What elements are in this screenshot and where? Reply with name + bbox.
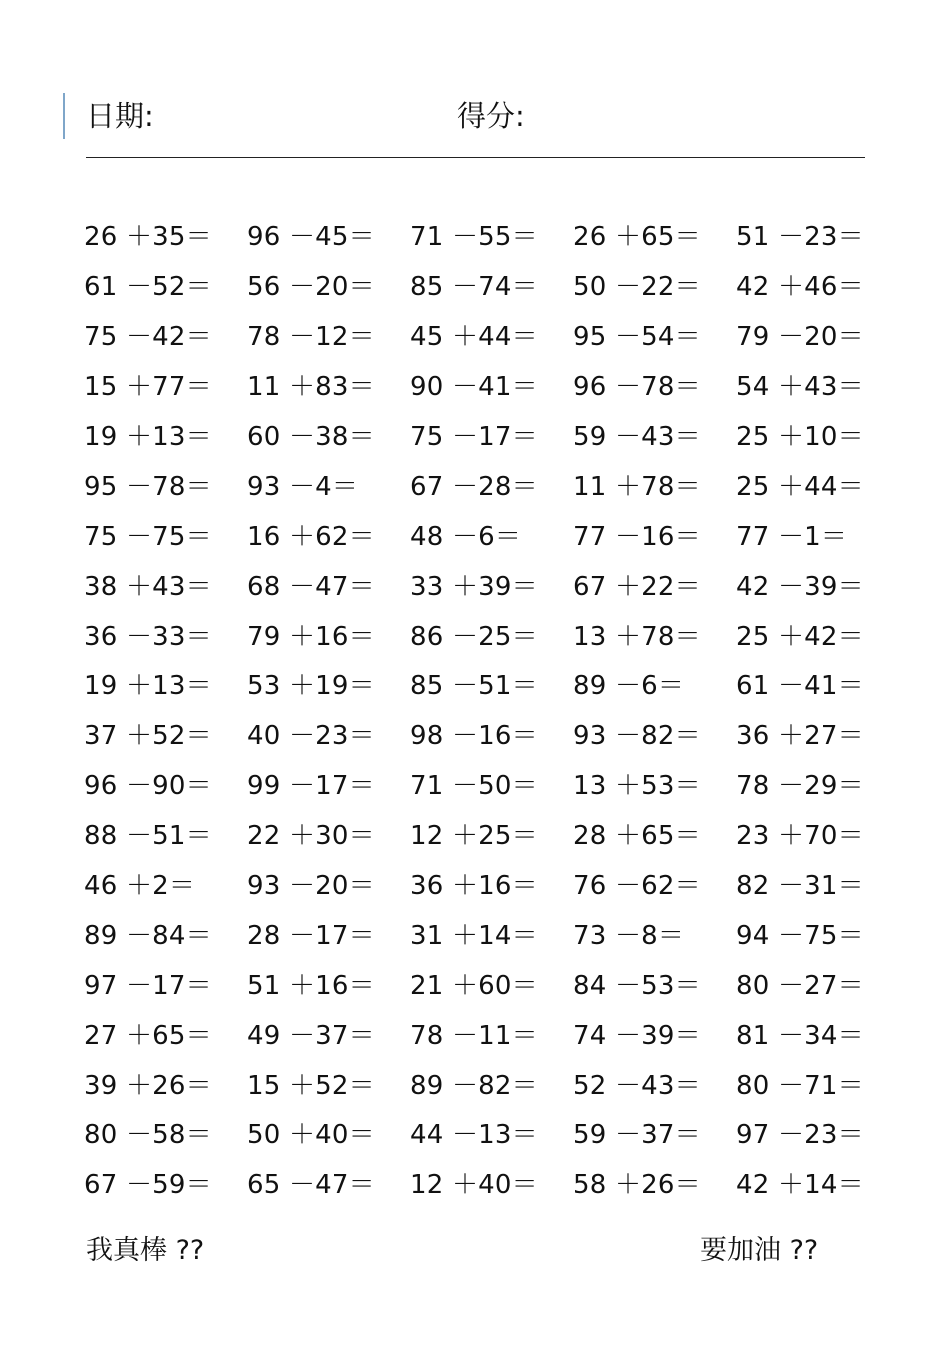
problem-item: 12 ＋25＝ [410,821,538,852]
problem-item: 12 ＋40＝ [410,1170,538,1201]
problem-item: 42 －39＝ [736,571,864,602]
problem-item: 25 ＋42＝ [736,621,864,652]
problem-grid [84,213,904,1211]
date-label: 日期: [86,99,154,133]
problem-item: 42 ＋14＝ [736,1170,864,1201]
footer-praise: 我真棒 ?? [86,1235,205,1266]
problem-item: 75 －17＝ [410,422,538,452]
problem-item: 85 －74＝ [410,272,538,303]
problem-item: 61 －41＝ [736,671,864,702]
problem-item: 44 －13＝ [410,1120,538,1151]
problem-item: 94 －75＝ [736,920,864,951]
problem-item: 96 －90＝ [84,771,212,802]
problem-item: 93 －4＝ [247,471,359,502]
problem-item: 89 －84＝ [84,920,212,951]
problem-row [84,1011,904,1061]
problem-item: 53 ＋19＝ [247,671,375,702]
problem-item: 77 －1＝ [736,521,848,552]
problem-item: 46 ＋2＝ [84,871,196,902]
problem-row [84,313,904,363]
problem-item: 88 －51＝ [84,821,212,852]
problem-item: 98 －16＝ [410,721,538,752]
problem-item: 22 ＋30＝ [247,821,375,852]
problem-item: 97 －17＝ [84,970,212,1001]
problem-item: 95 －54＝ [573,322,701,353]
problem-row [84,213,904,263]
problem-row [84,1111,904,1161]
problem-item: 97 －23＝ [736,1120,864,1151]
problem-item: 80 －71＝ [736,1070,864,1101]
problem-item: 99 －17＝ [247,771,375,802]
problem-item: 75 －42＝ [84,322,212,353]
problem-item: 26 ＋65＝ [573,222,701,253]
problem-item: 36 －33＝ [84,621,212,652]
problem-item: 19 ＋13＝ [84,671,212,702]
problem-item: 48 －6＝ [410,521,522,552]
problem-item: 71 －50＝ [410,771,538,802]
problem-item: 38 ＋43＝ [84,571,212,602]
problem-item: 95 －78＝ [84,471,212,502]
problem-item: 45 ＋44＝ [410,322,538,353]
problem-item: 77 －16＝ [573,521,701,552]
problem-item: 50 －22＝ [573,272,701,303]
problem-item: 25 ＋44＝ [736,471,864,502]
problem-item: 25 ＋10＝ [736,422,864,452]
problem-item: 67 ＋22＝ [573,571,701,602]
problem-item: 89 －6＝ [573,671,685,702]
problem-item: 36 ＋27＝ [736,721,864,752]
problem-item: 36 ＋16＝ [410,871,538,902]
problem-row [84,512,904,562]
problem-row [84,263,904,313]
problem-item: 65 －47＝ [247,1170,375,1201]
problem-item: 67 －59＝ [84,1170,212,1201]
problem-row [84,812,904,862]
problem-item: 60 －38＝ [247,422,375,452]
problem-item: 82 －31＝ [736,871,864,902]
problem-item: 71 －55＝ [410,222,538,253]
problem-item: 50 ＋40＝ [247,1120,375,1151]
problem-item: 89 －82＝ [410,1070,538,1101]
problem-item: 11 ＋78＝ [573,471,701,502]
problem-row [84,413,904,463]
problem-row [84,712,904,762]
problem-row [84,911,904,961]
problem-item: 59 －37＝ [573,1120,701,1151]
problem-row [84,862,904,912]
problem-item: 93 －82＝ [573,721,701,752]
problem-item: 28 －17＝ [247,920,375,951]
problem-item: 15 ＋77＝ [84,372,212,403]
problem-item: 78 －12＝ [247,322,375,353]
problem-item: 58 ＋26＝ [573,1170,701,1201]
problem-item: 79 ＋16＝ [247,621,375,652]
problem-row [84,1061,904,1111]
accent-bar [63,93,65,139]
problem-item: 27 ＋65＝ [84,1020,212,1051]
problem-item: 39 ＋26＝ [84,1070,212,1101]
problem-item: 51 －23＝ [736,222,864,253]
problem-item: 78 －11＝ [410,1020,538,1051]
problem-item: 28 ＋65＝ [573,821,701,852]
problem-item: 33 ＋39＝ [410,571,538,602]
problem-row [84,1161,904,1211]
problem-row [84,662,904,712]
problem-item: 56 －20＝ [247,272,375,303]
problem-item: 59 －43＝ [573,422,701,452]
problem-item: 51 ＋16＝ [247,970,375,1001]
problem-item: 49 －37＝ [247,1020,375,1051]
problem-item: 93 －20＝ [247,871,375,902]
problem-item: 76 －62＝ [573,871,701,902]
problem-item: 40 －23＝ [247,721,375,752]
problem-row [84,562,904,612]
problem-item: 61 －52＝ [84,272,212,303]
problem-item: 96 －78＝ [573,372,701,403]
problem-item: 16 ＋62＝ [247,521,375,552]
problem-row [84,462,904,512]
problem-item: 84 －53＝ [573,970,701,1001]
problem-item: 74 －39＝ [573,1020,701,1051]
problem-row [84,961,904,1011]
problem-item: 73 －8＝ [573,920,685,951]
problem-item: 79 －20＝ [736,322,864,353]
problem-item: 54 ＋43＝ [736,372,864,403]
problem-item: 67 －28＝ [410,471,538,502]
problem-item: 86 －25＝ [410,621,538,652]
problem-item: 75 －75＝ [84,521,212,552]
problem-item: 81 －34＝ [736,1020,864,1051]
problem-item: 80 －27＝ [736,970,864,1001]
problem-item: 37 ＋52＝ [84,721,212,752]
problem-item: 13 ＋53＝ [573,771,701,802]
problem-item: 90 －41＝ [410,372,538,403]
problem-item: 26 ＋35＝ [84,222,212,253]
problem-item: 11 ＋83＝ [247,372,375,403]
problem-item: 21 ＋60＝ [410,970,538,1001]
header-divider [86,157,865,158]
problem-item: 78 －29＝ [736,771,864,802]
score-label: 得分: [457,99,525,133]
problem-item: 80 －58＝ [84,1120,212,1151]
problem-item: 52 －43＝ [573,1070,701,1101]
problem-item: 96 －45＝ [247,222,375,253]
problem-item: 15 ＋52＝ [247,1070,375,1101]
problem-item: 31 ＋14＝ [410,920,538,951]
problem-item: 85 －51＝ [410,671,538,702]
problem-item: 23 ＋70＝ [736,821,864,852]
problem-item: 19 ＋13＝ [84,422,212,452]
problem-row [84,762,904,812]
problem-row [84,612,904,662]
footer-encourage: 要加油 ?? [700,1235,819,1266]
problem-item: 42 ＋46＝ [736,272,864,303]
problem-item: 68 －47＝ [247,571,375,602]
problem-item: 13 ＋78＝ [573,621,701,652]
problem-row [84,363,904,413]
